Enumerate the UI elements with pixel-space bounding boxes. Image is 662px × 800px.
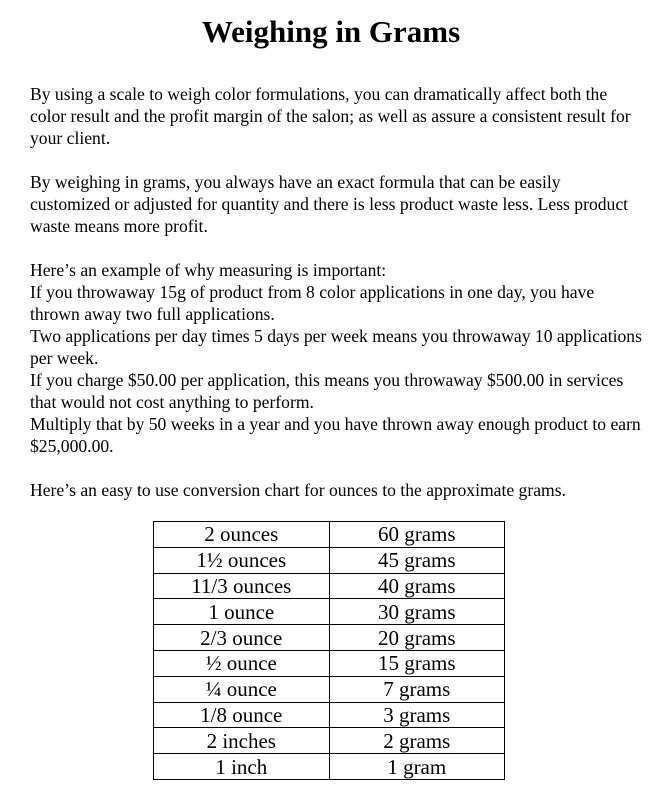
example-line: Two applications per day times 5 days per week means you throwaway 10 applications per week. <box>30 326 642 368</box>
table-row <box>154 522 505 548</box>
conversion-table <box>153 521 505 780</box>
table-row <box>154 599 505 625</box>
paragraph-grams: By weighing in grams, you always have an exact formula that can be easily customized or adjusted for quantity and there is less product waste less. Less product waste means more profit. <box>30 172 629 236</box>
ounces-cell: 2 ounces <box>154 522 330 548</box>
ounces-cell: 11/3 ounces <box>154 573 330 599</box>
example-line: If you throwaway 15g of product from 8 color applications in one day, you have thrown away two full applications. <box>30 282 595 324</box>
table-row <box>154 650 505 676</box>
ounces-cell: 2/3 ounce <box>154 625 330 651</box>
ounces-cell: ½ ounce <box>154 650 330 676</box>
grams-cell: 20 grams <box>329 625 504 651</box>
grams-cell: 1 gram <box>329 754 504 780</box>
ounces-cell: 1 inch <box>154 754 330 780</box>
table-row <box>154 702 505 728</box>
table-row <box>154 676 505 702</box>
table-row <box>154 573 505 599</box>
grams-cell: 60 grams <box>329 522 504 548</box>
example-line: If you charge $50.00 per application, this means you throwaway $500.00 in services that would not cost anything to perform. <box>30 370 624 412</box>
table-row <box>154 754 505 780</box>
table-row <box>154 625 505 651</box>
chart-intro: Here’s an easy to use conversion chart for ounces to the approximate grams. <box>30 480 566 500</box>
grams-cell: 15 grams <box>329 650 504 676</box>
ounces-cell: 1/8 ounce <box>154 702 330 728</box>
grams-cell: 2 grams <box>329 728 504 754</box>
grams-cell: 45 grams <box>329 547 504 573</box>
ounces-cell: 1 ounce <box>154 599 330 625</box>
grams-cell: 40 grams <box>329 573 504 599</box>
example-line: Multiply that by 50 weeks in a year and you have thrown away enough product to earn $25,000.00. <box>30 414 641 456</box>
table-row <box>154 728 505 754</box>
ounces-cell: 2 inches <box>154 728 330 754</box>
grams-cell: 7 grams <box>329 676 504 702</box>
example-intro: Here’s an example of why measuring is important: <box>30 260 387 280</box>
grams-cell: 3 grams <box>329 702 504 728</box>
paragraph-scale: By using a scale to weigh color formulations, you can dramatically affect both the color result and the profit margin of the salon; as well as assure a consistent result for your client. <box>30 84 631 148</box>
table-row <box>154 547 505 573</box>
ounces-cell: 1½ ounces <box>154 547 330 573</box>
ounces-cell: ¼ ounce <box>154 676 330 702</box>
grams-cell: 30 grams <box>329 599 504 625</box>
page-title: Weighing in Grams <box>201 14 461 49</box>
body-text <box>30 83 645 501</box>
